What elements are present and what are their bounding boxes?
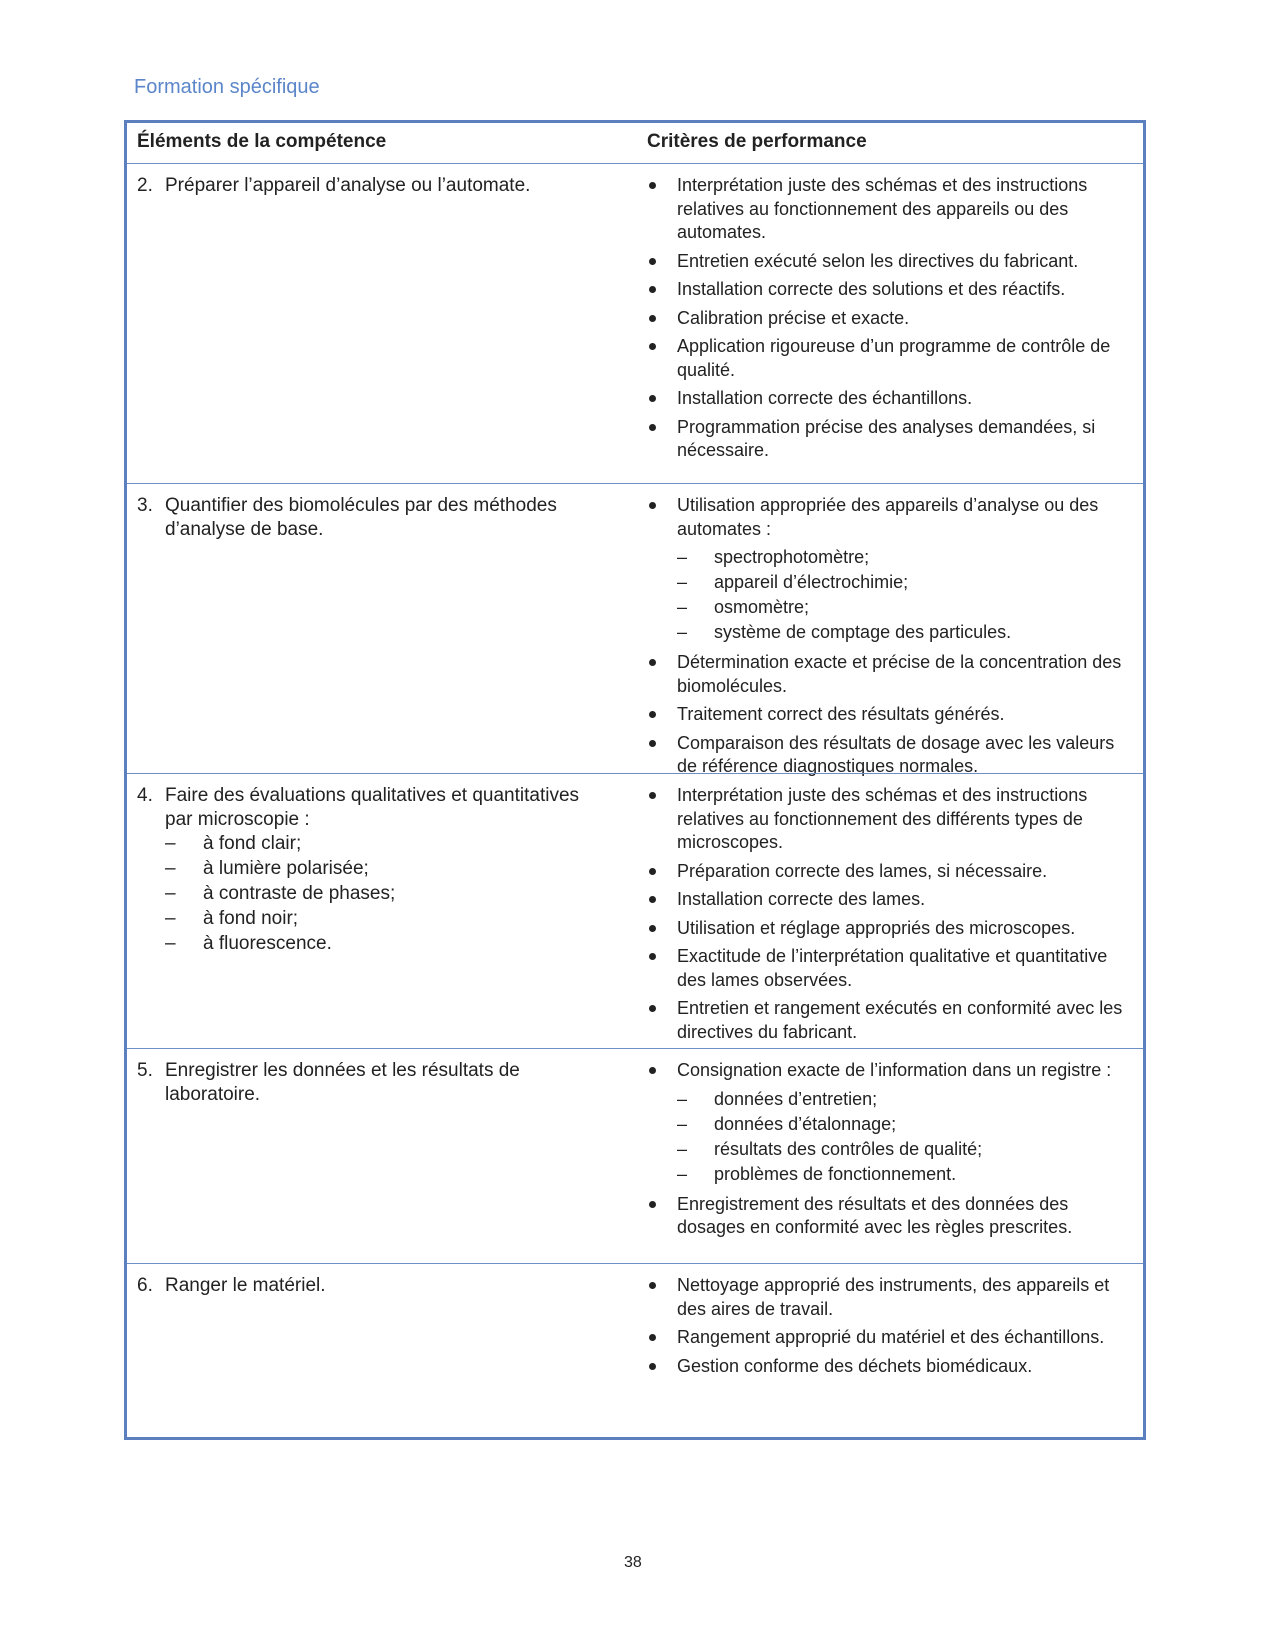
dash-icon: – [677, 1113, 688, 1134]
element-line: 4. Faire des évaluations qualitatives et quantitatives [137, 785, 580, 806]
criterion-subitem: – appareil d’électrochimie; [647, 571, 1137, 596]
table-row [127, 483, 1143, 774]
element-cell [137, 784, 607, 957]
section-title: Formation spécifique [134, 76, 320, 98]
element-number: 5. [137, 1060, 153, 1081]
element-number: 3. [137, 495, 153, 516]
criterion-item: Préparation correcte des lames, si nécessaire. [677, 860, 1048, 881]
criteria-cell [647, 174, 1137, 468]
criterion-item: Programmation précise des analyses demandées, si nécessaire. [677, 416, 1096, 460]
criterion-item: Entretien exécuté selon les directives du fabricant. [677, 250, 1079, 271]
criterion-item: Installation correcte des échantillons. [677, 388, 973, 408]
element-subitem: – à contraste de phases; [165, 883, 396, 904]
dash-icon: – [677, 597, 688, 617]
criterion-item: Nettoyage approprié des instruments, des appareils et des aires de travail. [677, 1275, 1110, 1319]
criterion-item: Exactitude de l’interprétation qualitative et quantitative des lames observées. [677, 946, 1108, 990]
element-line: par microscopie : [165, 809, 310, 830]
dash-icon: – [165, 908, 176, 929]
criterion-subitem: – données d’entretien; [647, 1088, 1137, 1113]
element-number: 2. [137, 175, 153, 196]
criterion-subitem: – spectrophotomètre; [647, 546, 1137, 571]
table-row [127, 163, 1143, 484]
dash-icon: – [165, 883, 176, 904]
table-row [127, 1263, 1143, 1438]
criteria-cell [647, 1059, 1137, 1245]
dash-icon: – [165, 858, 176, 879]
criterion-item: Interprétation juste des schémas et des instructions relatives au fonctionnement des appareils ou des automates. [677, 175, 1088, 242]
element-cell [137, 1059, 607, 1107]
element-line: 3. Quantifier des biomolécules par des méthodes [137, 495, 557, 516]
criterion-item: Interprétation juste des schémas et des instructions relatives au fonctionnement des différents types de microscopes. [677, 785, 1088, 852]
criterion-subitem: – résultats des contrôles de qualité; [647, 1138, 1137, 1163]
criterion-item: Installation correcte des lames. [677, 889, 926, 909]
element-line: 6. Ranger le matériel. [137, 1275, 326, 1296]
column-header-elements: Éléments de la compétence [137, 131, 387, 152]
dash-icon: – [165, 933, 176, 954]
criterion-subitem: – problèmes de fonctionnement. [647, 1163, 1137, 1188]
criterion-item: Utilisation appropriée des appareils d’analyse ou des automates : [677, 495, 1099, 539]
dash-icon: – [165, 833, 176, 854]
element-cell [137, 1274, 607, 1298]
element-number: 6. [137, 1275, 153, 1296]
criterion-subitem: – osmomètre; [647, 596, 1137, 621]
element-line: 5. Enregistrer les données et les résultats de [137, 1060, 520, 1081]
criteria-cell [647, 1274, 1137, 1383]
criterion-item: Application rigoureuse d’un programme de contrôle de qualité. [677, 336, 1111, 380]
page-number: 38 [624, 1554, 642, 1571]
element-subitem: – à fond noir; [165, 908, 299, 929]
element-cell [137, 494, 607, 542]
element-line: d’analyse de base. [165, 519, 324, 540]
criterion-item: Enregistrement des résultats et des données des dosages en conformité avec les règles prescrites. [677, 1193, 1073, 1237]
element-line: 2. Préparer l’appareil d’analyse ou l’automate. [137, 175, 531, 196]
criterion-item: Gestion conforme des déchets biomédicaux. [677, 1355, 1033, 1376]
criterion-subitem: – système de comptage des particules. [647, 621, 1137, 646]
element-subitem: – à lumière polarisée; [165, 858, 369, 879]
criterion-item: Utilisation et réglage appropriés des microscopes. [677, 917, 1076, 938]
dash-icon: – [677, 547, 688, 567]
table-row [127, 1048, 1143, 1264]
element-subitem: – à fluorescence. [165, 933, 332, 954]
column-header-criteria: Critères de performance [647, 131, 867, 152]
criterion-item: Entretien et rangement exécutés en conformité avec les directives du fabricant. [677, 998, 1123, 1042]
dash-icon: – [677, 572, 688, 592]
dash-icon: – [677, 1088, 688, 1109]
criteria-cell [647, 494, 1137, 784]
competence-table [124, 120, 1146, 1440]
criterion-item: Comparaison des résultats de dosage avec les valeurs de référence diagnostiques normales. [677, 732, 1115, 776]
element-subitem: – à fond clair; [165, 833, 302, 854]
criterion-item: Rangement approprié du matériel et des échantillons. [677, 1327, 1105, 1347]
element-line: laboratoire. [165, 1084, 261, 1105]
criteria-cell [647, 784, 1137, 1049]
criterion-item: Installation correcte des solutions et des réactifs. [677, 279, 1066, 299]
criterion-item: Traitement correct des résultats générés. [677, 704, 1005, 724]
element-cell [137, 174, 607, 198]
criterion-item: Calibration précise et exacte. [677, 307, 910, 328]
dash-icon: – [677, 622, 688, 642]
element-number: 4. [137, 785, 153, 806]
criterion-item: Consignation exacte de l’information dans un registre : [677, 1060, 1112, 1080]
criterion-subitem: – données d’étalonnage; [647, 1113, 1137, 1138]
criterion-item: Détermination exacte et précise de la concentration des biomolécules. [677, 652, 1122, 696]
dash-icon: – [677, 1163, 688, 1184]
dash-icon: – [677, 1138, 688, 1159]
table-row [127, 773, 1143, 1049]
table-header-row [127, 123, 1143, 163]
